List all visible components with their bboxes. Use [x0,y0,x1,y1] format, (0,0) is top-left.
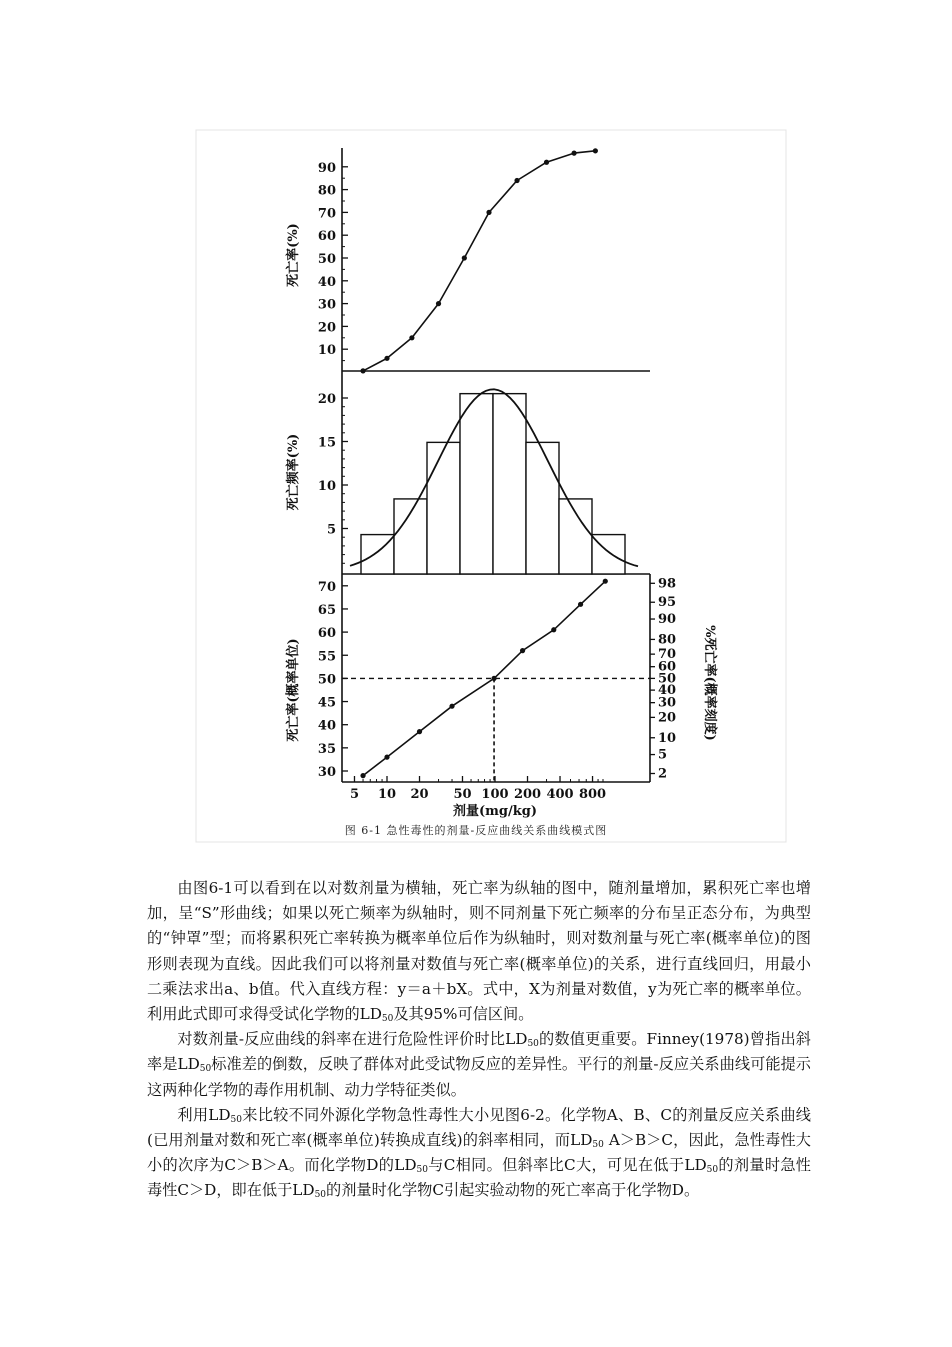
panel3-ytick-label-left: 60 [317,626,336,642]
panel3-ytick-label-left: 35 [317,741,336,757]
panel1-ytick-label: 70 [317,206,336,222]
panel3-ytick-label-right: 70 [658,647,677,663]
panel2-ytick-label: 20 [317,392,336,407]
panel3-data-point [491,676,496,681]
panel3-ytick-label-left: 40 [317,718,336,734]
panel3-xtick-label: 5 [349,787,360,802]
para1-text: 由图6-1可以看到在以对数剂量为横轴，死亡率为纵轴的图中，随剂量增加，累积死亡率也增加，呈“S”形曲线；如果以死亡频率为纵轴时，则不同剂量下死亡频率的分布呈正态分布，为典型的“钟罩”型；而将累积死亡率转换为概率单位后作为纵轴时，则对数剂量与死亡率(概率单位)的图形则表现为直线。因此我们可以将剂量对数值与死亡率(概率单位)的关系，进行直线回归，用最小二乘法求出a、b值。代入直线方程：y＝a＋bX。式中，X为剂量对数值，y为死亡率的概率单位。利用此式即可求得受试化学物的LD [147,879,811,1024]
panel3-ylabel-left: 死亡率(概率单位) [286,638,301,742]
panel1-data-point [462,255,467,260]
paragraph-3 [147,1103,811,1204]
para1-sub: 50 [381,1014,394,1025]
panel3-data-point [449,704,454,709]
panel3-ytick-label-left: 50 [317,672,336,688]
panel1-data-point [360,368,365,373]
panel3-ytick-label-left: 45 [317,695,336,711]
paragraph-1 [147,876,811,1027]
para3-sub5: 50 [314,1190,327,1201]
panel3-data-point [520,648,525,653]
para3-sub4: 50 [706,1165,719,1176]
panel1-ytick-label: 10 [317,343,336,359]
panel1-ytick-label: 40 [317,274,336,290]
para3-f: 的剂量时化学物C引起实验动物的死亡率高于化学物D。 [326,1181,700,1200]
panel1-data-point [436,301,441,306]
panel3-ytick-label-left: 30 [317,765,336,780]
panel1-data-point [409,335,414,340]
panel2-bar [394,499,427,574]
para2-sub1: 50 [527,1039,539,1050]
para2-a: 对数剂量-反应曲线的斜率在进行危险性评价时比LD [177,1030,528,1049]
panel3-ytick-label-left: 55 [317,649,336,665]
panel1-data-point [593,148,598,153]
panel1-ytick-label: 20 [317,320,336,336]
panel1-ytick-label: 90 [317,160,336,176]
panel3-ytick-label-right: 20 [658,710,677,726]
panel3-ytick-label-right: 90 [658,612,677,628]
panel3-ylabel-right: %死亡率(概率刻度) [702,625,717,741]
panel3-ytick-label-right: 40 [658,683,677,699]
para1-tail: 及其95%可信区间。 [393,1005,534,1024]
panel1-data-point [571,151,576,156]
panel1-data-point [514,178,519,183]
panel3-data-point [551,627,556,632]
panel1-data-point [544,160,549,165]
panel1-ytick-label: 30 [317,297,336,313]
panel1-ylabel: 死亡率(%) [286,223,301,287]
panel3-xtick-label: 50 [453,787,472,802]
panel1-data-point [384,356,389,361]
para3-sub3: 50 [416,1165,428,1176]
para3-sub1: 50 [230,1114,242,1125]
panel3-data-point [417,729,422,734]
para3-b: 来比较不同外源化学物急性毒性大小见图6-2。化学物A、B、C的剂量反应关系曲线(已用剂量对数和死亡率(概率单位)转换成直线)的斜率相同，而LD [147,1105,811,1150]
panel3-data-point [578,602,583,607]
panel3-data-point [360,773,365,778]
panel3-ytick-label-right: 5 [658,747,668,763]
panel3-xtick-label: 100 [481,787,509,802]
panel2-bar [493,394,526,574]
panel3-ytick-label-right: 95 [658,595,677,611]
panel3-xtick-label: 400 [546,787,574,802]
panel3-ytick-label-right: 80 [658,632,677,648]
panel3-xtick-label: 800 [578,787,607,802]
panel3-ytick-label-right: 98 [658,576,677,592]
panel3-ytick-label-right: 50 [658,671,677,687]
para2-sub2: 50 [199,1064,212,1075]
panel1-data-point [486,210,491,215]
panel3-xtick-label: 20 [410,787,429,802]
panel3-data-point [384,755,389,760]
panel3-xtick-label: 10 [377,787,397,802]
panel3-ytick-label-left: 70 [317,579,336,595]
panel2-ytick-label: 10 [317,479,336,494]
panel3-xlabel: 剂量(mg/kg) [453,804,537,819]
panel2-bar [427,442,460,574]
panel1-ytick-label: 80 [317,183,336,199]
panel3-xtick-label: 200 [513,787,542,802]
panel2-bar [559,499,592,574]
panel2-ytick-label: 5 [326,522,336,538]
para3-a: 利用LD [177,1105,231,1124]
panel3-ytick-label-right: 10 [658,730,677,746]
panel3-data-point [603,579,608,584]
panel2-bar [526,442,559,574]
para2-c: 标准差的倒数，反映了群体对此受试物反应的差异性。平行的剂量-反应关系曲线可能提示这两种化学物的毒作用机制、动力学特征类似。 [147,1055,811,1099]
panel3-ytick-label-right: 2 [658,766,668,782]
panel3-ytick-label-right: 30 [658,695,677,711]
para3-d: 与C相同。但斜率比C大，可见在低于LD [427,1156,707,1175]
paragraph-2 [147,1027,811,1103]
panel1-ytick-label: 60 [317,229,336,245]
para3-e: 的剂量时急性毒性C＞D，即在低于LD [147,1156,811,1200]
panel2-ytick-label: 15 [317,435,336,451]
body-text [147,876,811,1204]
para3-c: A＞B＞C，因此，急性毒性大小的次序为C＞B＞A。而化学物D的LD [147,1131,811,1175]
para3-sub2: 50 [592,1140,604,1151]
para2-b: 的数值更重要。Finney(1978)曾指出斜率是LD [147,1030,811,1074]
panel2-ylabel: 死亡频率(%) [286,433,301,511]
panel3-ytick-label-left: 65 [317,602,336,618]
panel2-bar [460,394,493,574]
panel3-ytick-label-right: 60 [658,659,677,675]
figure-caption: 图 6-1 急性毒性的剂量-反应曲线关系曲线模式图 [344,824,608,837]
panel1-ytick-label: 50 [317,252,336,267]
